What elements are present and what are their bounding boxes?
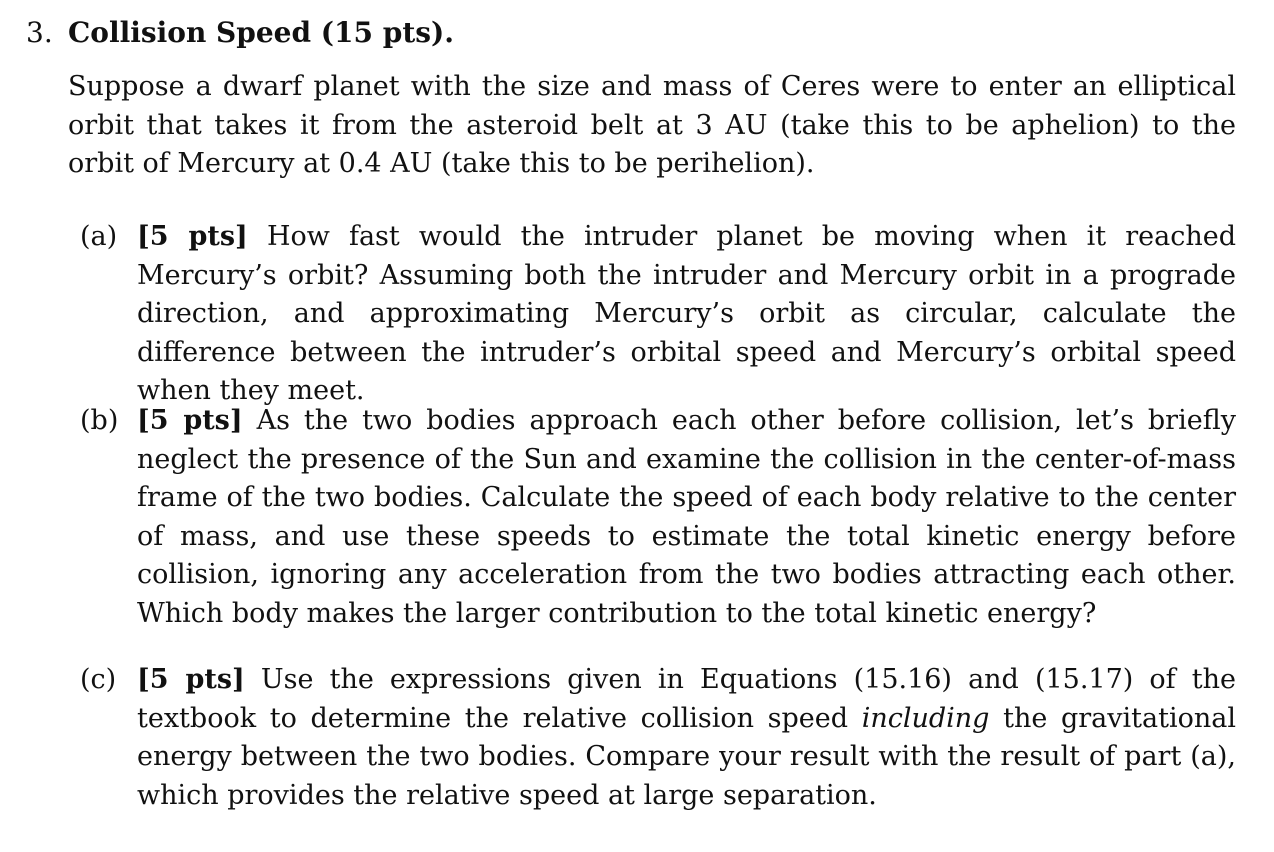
- part-c-label: (c): [80, 664, 117, 695]
- part-a: [80, 218, 1236, 411]
- part-c-points: [5 pts]: [137, 664, 245, 695]
- part-b-text: As the two bodies approach each other before collision, let’s briefly neglect the presence of the Sun and examine the collision in the center-of-mass frame of the two bodies. Calculate the speed of each body relative to the center of mass, and use these speeds to estimate the total kinetic energy before collision, ignoring any acceleration from the two bodies attracting each other. Which body makes the larger contribution to the total kinetic energy?: [137, 405, 1236, 629]
- part-c-text-after: the gravitational energy between the two bodies. Compare your result with the result of part (a), which provides the relative speed at large separation.: [137, 702, 1236, 811]
- part-c-text-before: Use the expressions given in Equations (15.16) and (15.17) of the textbook to determine the relative collision speed: [137, 664, 1236, 734]
- problem-heading: [26, 14, 454, 52]
- problem-intro: Suppose a dwarf planet with the size and mass of Ceres were to enter an elliptical orbit that takes it from the asteroid belt at 3 AU (take this to be aphelion) to the orbit of Mercury at 0.4 AU (take this to be perihelion).: [68, 71, 1236, 179]
- part-b-points: [5 pts]: [137, 405, 243, 436]
- part-a-body: [137, 218, 1236, 411]
- part-c: [80, 661, 1236, 815]
- part-c-emphasis: including: [861, 702, 990, 734]
- part-b: [80, 402, 1236, 633]
- part-a-label: (a): [80, 221, 118, 252]
- problem-number: 3.: [26, 16, 53, 49]
- part-b-label: (b): [80, 405, 119, 436]
- part-c-body: [137, 661, 1236, 815]
- problem-title: Collision Speed (15 pts).: [68, 16, 455, 49]
- part-b-body: [137, 402, 1236, 633]
- part-a-points: [5 pts]: [137, 221, 248, 252]
- part-a-text: How fast would the intruder planet be moving when it reached Mercury’s orbit? Assuming both the intruder and Mercury orbit in a prograde direction, and approximating Mercury’s orbit as circular, calculate the difference between the intruder’s orbital speed and Mercury’s orbital speed when they meet.: [137, 221, 1236, 406]
